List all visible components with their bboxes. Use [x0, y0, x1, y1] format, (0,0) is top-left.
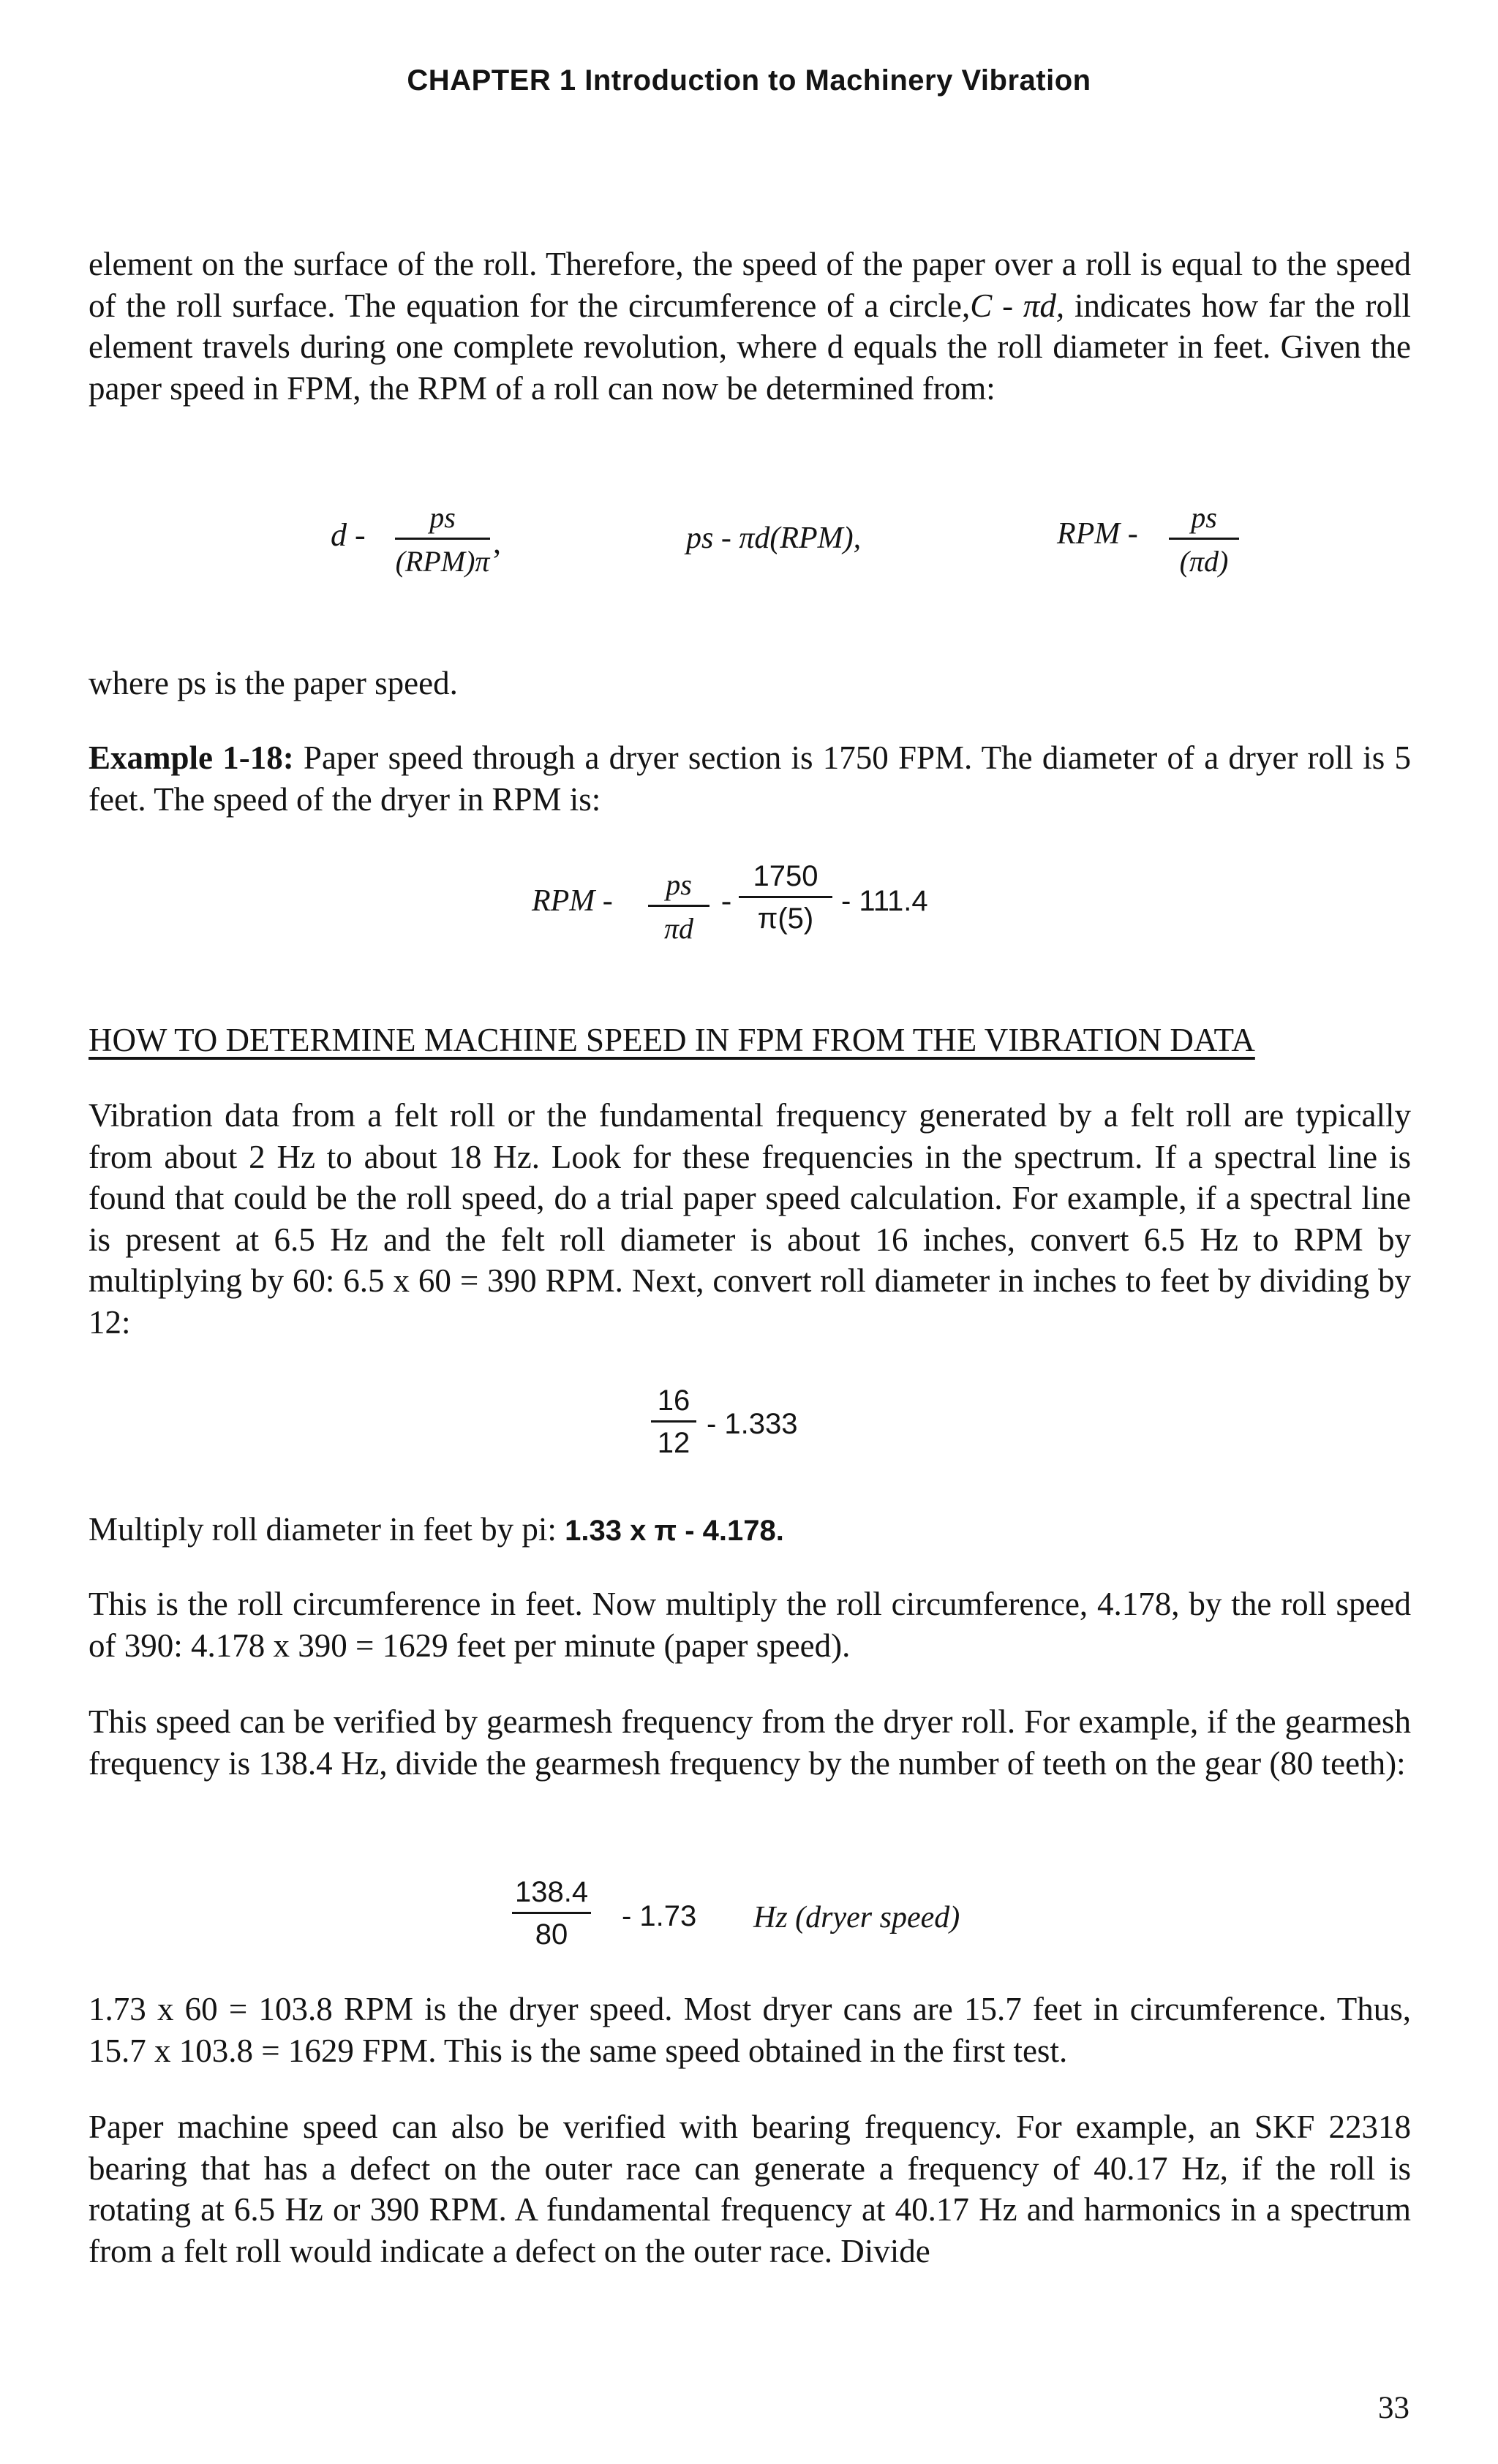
paragraph-gearmesh: This speed can be verified by gearmesh frequency from the dryer roll. For example, if the gearmesh frequency is 138.4 Hz, divide the gearmesh frequency by the number of teeth on the gear (80 teeth): — [89, 1703, 1411, 1782]
paragraph-ps-definition: where ps is the paper speed. — [89, 665, 458, 701]
eq2-denominator-symbolic: πd — [663, 912, 694, 945]
eq3-numerator: 16 — [651, 1384, 696, 1423]
paragraph-dryer-speed: 1.73 x 60 = 103.8 RPM is the dryer speed. Most dryer cans are 15.7 feet in circumference. Thus, 15.7 x 103.8 = 1629 FPM. This is the same speed obtained in the first test. — [89, 1991, 1411, 2069]
eq-rpm-fraction — [1169, 500, 1239, 579]
eq2-fraction-numeric — [739, 860, 832, 935]
eq4-numerator: 138.4 — [512, 1876, 591, 1914]
eq2-result: - 111.4 — [841, 885, 928, 917]
paragraph-roll-surface: element on the surface of the roll. Therefore, the speed of the paper over a roll is equal to the speed of the roll surface. The equation for the circumference of a circle,C - πd, indicates how far the roll element travels during one complete revolution, where d equals the roll diameter in feet. Given the paper speed in FPM, the RPM of a roll can now be determined from: — [89, 246, 1411, 407]
paragraph-example-1-18: Example 1-18: Paper speed through a dryer section is 1750 FPM. The diameter of a dryer roll is 5 feet. The speed of the dryer in RPM is: — [89, 739, 1411, 818]
pi-calculation: 1.33 x π - 4.178. — [565, 1515, 784, 1547]
eq-rpm-lhs: RPM - — [1057, 517, 1138, 551]
eq-ps-formula: ps - πd(RPM), — [686, 521, 862, 555]
eq-d-numerator: ps — [395, 500, 490, 540]
eq3-denominator: 12 — [657, 1427, 690, 1459]
eq2-fraction-symbolic — [648, 867, 710, 946]
chapter-label: CHAPTER 1 — [407, 64, 576, 97]
eq2-numerator-symbolic: ps — [648, 867, 710, 907]
eq2-numerator-numeric: 1750 — [739, 860, 832, 898]
running-header — [0, 64, 1498, 97]
section-heading: HOW TO DETERMINE MACHINE SPEED IN FPM FROM THE VIBRATION DATA — [89, 1022, 1255, 1058]
eq3-result: - 1.333 — [707, 1408, 798, 1440]
eq-d-fraction — [395, 500, 490, 579]
paragraph-multiply-pi: Multiply roll diameter in feet by pi: 1.33 x π - 4.178. — [89, 1511, 784, 1548]
eq-d-comma: , — [493, 524, 501, 560]
inline-var-c: C — [970, 287, 993, 324]
eq4-fraction — [512, 1876, 591, 1951]
eq3-fraction — [651, 1384, 696, 1460]
eq-rpm-numerator: ps — [1169, 500, 1239, 540]
eq-rpm-denominator: (πd) — [1179, 545, 1229, 578]
page-number: 33 — [1378, 2391, 1409, 2425]
inline-circumference-eq: - πd, — [992, 287, 1065, 324]
paragraph-circumference: This is the roll circumference in feet. Now multiply the roll circumference, 4.178, by the roll speed of 390: 4.178 x 390 = 1629 feet per minute (paper speed). — [89, 1586, 1411, 1664]
eq4-denominator: 80 — [535, 1918, 568, 1951]
eq4-result: - 1.73 — [622, 1900, 697, 1932]
paragraph-bearing-frequency: Paper machine speed can also be verified with bearing frequency. For example, an SKF 22318 bearing that has a defect on the outer race can generate a frequency of 40.17 Hz, if the roll is rotating at 6.5 Hz or 390 RPM. A fundamental frequency at 40.17 Hz and harmonics in a spectrum from a felt roll would indicate a defect on the outer race. Divide — [89, 2109, 1411, 2269]
eq2-lhs: RPM - — [532, 884, 613, 918]
eq-d-denominator: (RPM)π — [395, 545, 490, 578]
chapter-title: Introduction to Machinery Vibration — [584, 64, 1091, 97]
eq2-middle: - — [721, 884, 731, 918]
example-label: Example 1-18: — [89, 739, 294, 776]
eq-d-lhs: d - — [331, 517, 366, 553]
eq2-denominator-numeric: π(5) — [757, 903, 814, 935]
eq4-unit: Hz (dryer speed) — [753, 1901, 960, 1934]
paragraph-felt-roll: Vibration data from a felt roll or the fundamental frequency generated by a felt roll are typically from about 2 Hz to about 18 Hz. Look for these frequencies in the spectrum. If a spectral line is found that could be the roll speed, do a trial paper speed calculation. For example, if a spectral line is present at 6.5 Hz and the felt roll diameter is about 16 inches, convert 6.5 Hz to RPM by multiplying by 60: 6.5 x 60 = 390 RPM. Next, convert roll diameter in inches to feet by dividing by 12: — [89, 1097, 1411, 1341]
